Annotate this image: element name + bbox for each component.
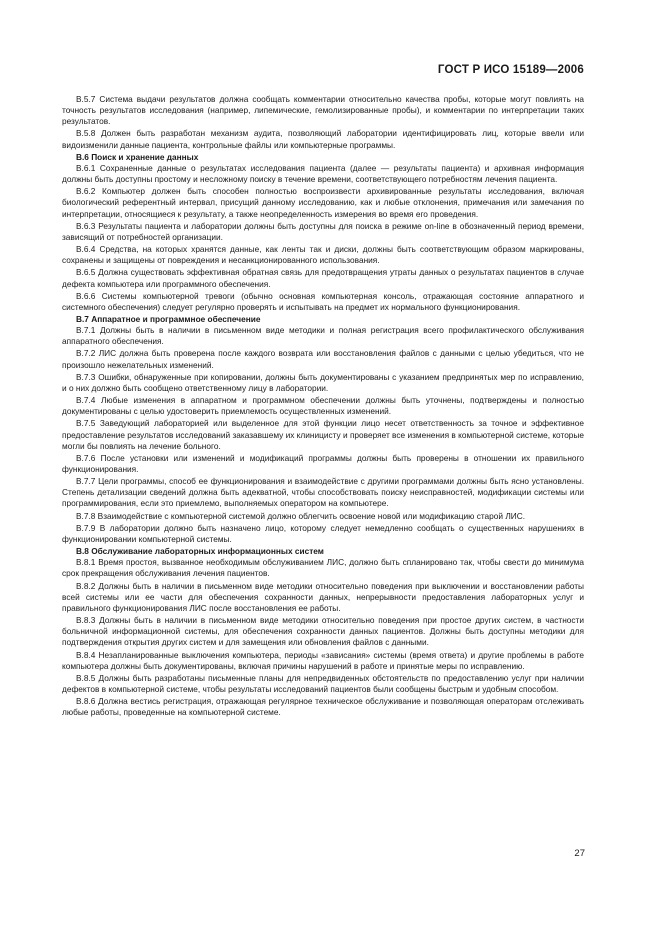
paragraph: B.5.7 Система выдачи результатов должна сообщать комментарии относительно качества пробы, которые могут повлиять на точность результатов исследования (например, липемические, гемолизированные пробы), и комментарии по интерпретации таких результатов.: [62, 94, 584, 127]
standard-header: ГОСТ Р ИСО 15189—2006: [437, 64, 584, 76]
paragraph: B.7.6 После установки или изменений и модификаций программы должны быть проверены в отношении их правильного функционирования.: [62, 452, 584, 474]
section-heading: B.7 Аппаратное и программное обеспечение: [76, 313, 261, 324]
paragraph: B.6.5 Должна существовать эффективная обратная связь для предотвращения утраты данных о результатах пациентов в случае дефекта компьютера или программного обеспечения.: [62, 267, 584, 289]
section-heading: B.6 Поиск и хранение данных: [76, 151, 199, 162]
paragraph: B.5.8 Должен быть разработан механизм аудита, позволяющий лаборатории идентифицировать лиц, которые ввели или видоизменили данные пациента, контрольные файлы или компьютерные программы.: [62, 128, 584, 150]
paragraph: B.7.1 Должны быть в наличии в письменном виде методики и полная регистрация всего профилактического обслуживания аппаратного обеспечения.: [62, 325, 584, 347]
paragraph: B.7.9 В лаборатории должно быть назначено лицо, которому следует немедленно сообщать о существенных нарушениях в функционировании компьютерной системы.: [62, 522, 584, 544]
paragraph: B.6.4 Средства, на которых хранятся данные, как ленты так и диски, должны быть соответствующим образом маркированы, сохранены и защищены от повреждения и несанкционированного использования.: [62, 244, 584, 266]
paragraph: B.7.7 Цели программы, способ ее функционирования и взаимодействие с другими программами должны быть ясно установлены. Степень детализации сведений должна быть адекватной, чтобы способствовать поиску неисправностей, модификации системы или программирования, если это приемлемо, выполняемых оператором на компьютере.: [62, 476, 584, 509]
paragraph: B.6.1 Сохраненные данные о результатах исследования пациента (далее — результаты пациента) и архивная информация должны быть доступны простому и несложному поиску в течение времени, соответствующего потребностям лечения пациента.: [62, 162, 584, 185]
paragraph: B.7.8 Взаимодействие с компьютерной системой должно облегчить освоение новой или модификацию старой ЛИС.: [76, 510, 526, 521]
paragraph: B.7.2 ЛИС должна быть проверена после каждого возврата или восстановления файлов с данными с целью убедиться, что не произошло нежелательных изменений.: [62, 348, 584, 370]
paragraph: B.8.3 Должны быть в наличии в письменном виде методики относительно поведения при простое других систем, в частности больничной информационной системы, для обеспечения сохранности данных пациентов. Должны быть доступны методики для подтверждения открытия других систем и для замещения или обновления файлов с данными.: [62, 615, 584, 648]
paragraph: B.6.6 Системы компьютерной тревоги (обычно основная компьютерная консоль, отражающая состояние аппаратного и системного обеспечения) следует регулярно проверять и испытывать на предмет их нормального функционирования.: [62, 290, 584, 312]
paragraph: B.6.3 Результаты пациента и лаборатории должны быть доступны для поиска в режиме on-line в обозначенный период времени, зависящий от потребностей организации.: [62, 220, 584, 242]
paragraph: B.8.1 Время простоя, вызванное необходимым обслуживанием ЛИС, должно быть спланировано так, чтобы свести до минимума срок прекращения обслуживания лечения пациентов.: [62, 557, 584, 579]
paragraph: B.8.4 Незапланированные выключения компьютера, периоды «зависания» системы (время ответа) и другие проблемы в работе компьютера должны быть документированы, включая причины нарушений в работе и принятые меры по исправлению.: [62, 649, 584, 671]
paragraph: B.8.6 Должна вестись регистрация, отражающая регулярное техническое обслуживание и позволяющая операторам отслеживать любые работы, проведенные на компьютерной системе.: [62, 696, 584, 718]
section-heading: B.8 Обслуживание лабораторных информационных систем: [76, 546, 324, 557]
document-body: [62, 94, 584, 719]
paragraph: B.6.2 Компьютер должен быть способен полностью воспроизвести архивированные результаты исследования, включая биологический референтный интервал, присущий данному исследованию, как и любые отклонения, примечания или замечания по интерпретации, относящиеся к результату, а также неопределенность измерения во время его проведения.: [62, 186, 584, 219]
paragraph: B.7.5 Заведующий лабораторией или выделенное для этой функции лицо несет ответственность за точное и эффективное предоставление результатов исследований заказавшему их клиницисту и проверяет все изменения в компьютерной системе, которые могли бы повлиять на лечение больного.: [62, 418, 584, 451]
paragraph: B.7.3 Ошибки, обнаруженные при копировании, должны быть документированы с указанием предпринятых мер по исправлению, и о них должно быть сообщено ответственному лицу в лаборатории.: [62, 371, 584, 393]
page-number: 27: [574, 848, 585, 859]
paragraph: B.8.2 Должны быть в наличии в письменном виде методики относительно поведения при выключении и восстановлении работы всей системы или ее части для обеспечения сохранности данных, непрерывности предоставления лабораторных услуг и правильного функционирования ЛИС после восстановления ее работы.: [62, 580, 584, 613]
paragraph: B.7.4 Любые изменения в аппаратном и программном обеспечении должны быть уточнены, подтверждены и полностью документированы с целью удостоверить приемлемость осуществленных изменений.: [62, 395, 584, 417]
paragraph: B.8.5 Должны быть разработаны письменные планы для непредвиденных обстоятельств по предоставлению услуг при наличии дефектов в компьютерной системе, чтобы результаты исследований пациентов были сообщены быстрым и удобным способом.: [62, 672, 584, 694]
